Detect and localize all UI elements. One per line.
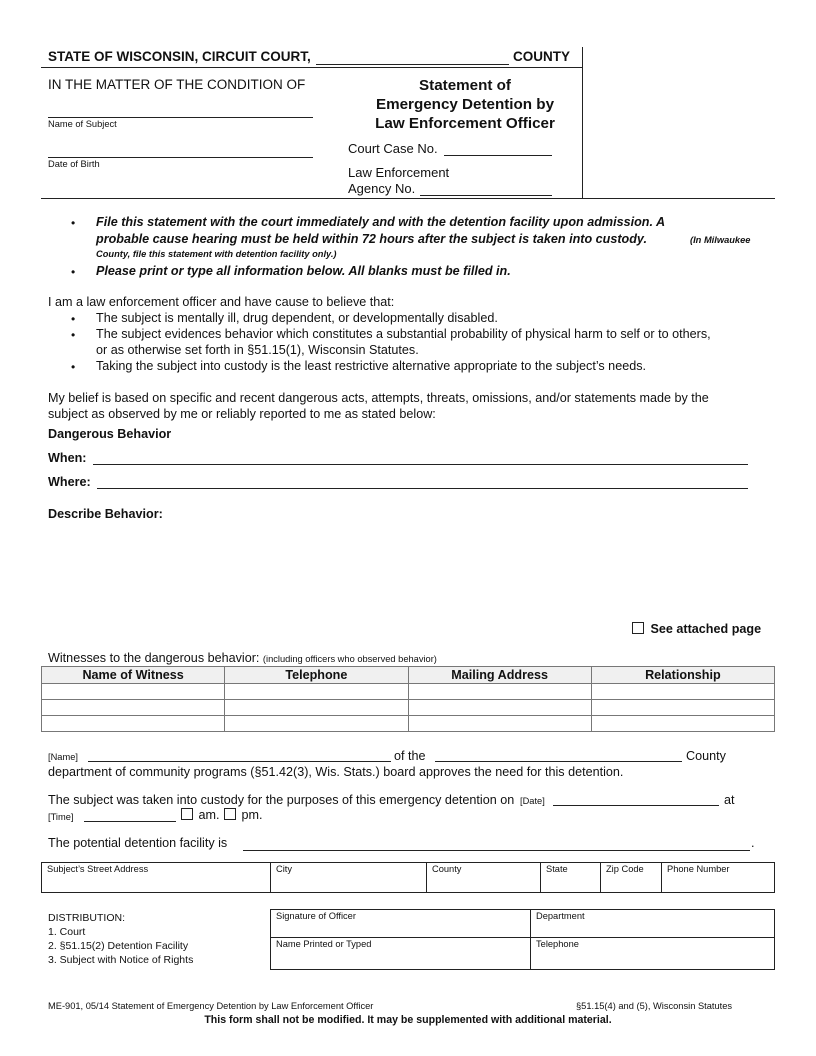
belief-basis-line-2: subject as observed by me or reliably reported to me as stated below:	[48, 407, 436, 421]
approval-county-field[interactable]	[435, 761, 682, 762]
table-row	[42, 684, 775, 700]
custody-time-label: [Time]	[48, 812, 74, 822]
witness-cell[interactable]	[225, 700, 408, 716]
name-of-subject-label: Name of Subject	[48, 119, 117, 129]
statutes-reference: §51.15(4) and (5), Wisconsin Statutes	[576, 1001, 733, 1011]
am-option[interactable]	[181, 808, 220, 822]
table-row	[42, 716, 775, 732]
signature-box	[270, 909, 775, 970]
dangerous-behavior-heading: Dangerous Behavior	[48, 427, 172, 441]
where-field[interactable]	[97, 488, 748, 489]
telephone-label: Telephone	[536, 939, 579, 949]
distribution-item-2: 2. §51.15(2) Detention Facility	[48, 940, 189, 952]
name-printed-label: Name Printed or Typed	[276, 939, 372, 949]
name-of-subject-line[interactable]	[48, 117, 313, 118]
pm-option[interactable]	[224, 808, 263, 822]
custody-date-field[interactable]	[553, 805, 719, 806]
date-of-birth-line[interactable]	[48, 157, 313, 158]
custody-time-field[interactable]	[84, 821, 176, 822]
where-label: Where:	[48, 475, 91, 489]
street-address-cell[interactable]	[42, 863, 271, 893]
instruction-1-note-1: (In Milwaukee	[690, 235, 751, 245]
instruction-1-line-2: probable cause hearing must be held within 72 hours after the subject is taken into custody.	[96, 232, 647, 246]
bullet-icon: •	[71, 360, 76, 374]
distribution-item-1: 1. Court	[48, 926, 86, 938]
phone-label: Phone Number	[667, 864, 730, 874]
officer-signature-cell[interactable]	[271, 910, 531, 938]
custody-at-label: at	[724, 793, 735, 807]
witnesses-label	[48, 651, 437, 665]
bullet-icon: •	[71, 265, 76, 279]
date-of-birth-label: Date of Birth	[48, 159, 100, 169]
bullet-icon: •	[71, 216, 76, 230]
state-court-label: STATE OF WISCONSIN, CIRCUIT COURT,	[48, 49, 311, 64]
city-label: City	[276, 864, 293, 874]
circuit-court-county-line[interactable]	[316, 64, 509, 65]
department-label: Department	[536, 911, 585, 921]
telephone-cell[interactable]	[531, 938, 775, 970]
witness-cell[interactable]	[591, 716, 774, 732]
custody-date-label: [Date]	[520, 796, 545, 806]
bullet-icon: •	[71, 328, 76, 342]
county-box-label: County	[432, 864, 462, 874]
see-attached-label: See attached page	[650, 622, 762, 636]
witness-cell[interactable]	[591, 700, 774, 716]
witness-cell[interactable]	[42, 716, 225, 732]
custody-line-1: The subject was taken into custody for the purposes of this emergency detention on	[48, 793, 515, 807]
agency-no-line[interactable]	[420, 195, 552, 196]
footer-notice: This form shall not be modified. It may be supplemented with additional material.	[204, 1014, 612, 1026]
when-label: When:	[48, 451, 87, 465]
city-cell[interactable]	[271, 863, 427, 893]
instruction-2: Please print or type all information below. All blanks must be filled in.	[96, 264, 511, 278]
col-name-of-witness: Name of Witness	[42, 667, 225, 684]
pm-checkbox[interactable]	[224, 808, 236, 820]
see-attached-option[interactable]	[632, 622, 761, 636]
witness-table-header	[42, 667, 775, 684]
of-the-label: of the	[394, 749, 426, 763]
department-cell[interactable]	[531, 910, 775, 938]
witnesses-note: (including officers who observed behavior)	[262, 654, 437, 664]
pm-label: pm.	[241, 808, 263, 822]
see-attached-checkbox[interactable]	[632, 622, 644, 634]
law-enforcement-label: Law Enforcement	[348, 165, 450, 180]
belief-basis-line-1: My belief is based on specific and recent dangerous acts, attempts, threats, omissions, and/or statements made by the	[48, 391, 709, 405]
belief-item-2-line-2: or as otherwise set forth in §51.15(1), Wisconsin Statutes.	[96, 343, 419, 357]
header-divider	[41, 67, 582, 68]
col-telephone: Telephone	[225, 667, 408, 684]
distribution-title: DISTRIBUTION:	[48, 912, 126, 924]
form-title	[340, 76, 590, 133]
title-line-1: Statement of	[419, 77, 511, 94]
state-label: State	[546, 864, 568, 874]
approver-name-field[interactable]	[88, 761, 391, 762]
witnesses-label-text: Witnesses to the dangerous behavior:	[48, 651, 260, 665]
court-case-no-label: Court Case No.	[348, 141, 438, 156]
witness-cell[interactable]	[42, 684, 225, 700]
agency-no-label: Agency No.	[348, 181, 416, 196]
signature-label: Signature of Officer	[276, 911, 356, 921]
table-row	[42, 700, 775, 716]
witness-cell[interactable]	[408, 716, 591, 732]
state-cell[interactable]	[541, 863, 601, 893]
am-checkbox[interactable]	[181, 808, 193, 820]
facility-field[interactable]	[243, 850, 750, 851]
witness-cell[interactable]	[42, 700, 225, 716]
witness-cell[interactable]	[408, 684, 591, 700]
name-printed-cell[interactable]	[271, 938, 531, 970]
bullet-icon: •	[71, 312, 76, 326]
col-mailing-address: Mailing Address	[408, 667, 591, 684]
describe-behavior-area[interactable]	[48, 525, 768, 615]
describe-behavior-label: Describe Behavior:	[48, 507, 163, 521]
zip-label: Zip Code	[606, 864, 644, 874]
witness-cell[interactable]	[225, 684, 408, 700]
witness-cell[interactable]	[408, 700, 591, 716]
approval-county-label: County	[686, 749, 726, 763]
belief-item-1: The subject is mentally ill, drug dependent, or developmentally disabled.	[96, 311, 498, 325]
am-label: am.	[198, 808, 220, 822]
when-field[interactable]	[93, 464, 748, 465]
street-address-label: Subject’s Street Address	[47, 864, 149, 874]
instruction-1-note-2: County, file this statement with detention facility only.)	[96, 249, 337, 259]
header-bottom-border	[41, 198, 775, 199]
phone-cell[interactable]	[662, 863, 775, 893]
title-line-2: Emergency Detention by	[375, 96, 555, 113]
form-id: ME-901, 05/14 Statement of Emergency Detention by Law Enforcement Officer	[48, 1001, 374, 1011]
belief-item-2-line-1: The subject evidences behavior which constitutes a substantial probability of physical harm to self or to others,	[96, 327, 711, 341]
col-relationship: Relationship	[591, 667, 774, 684]
county-label: COUNTY	[513, 49, 570, 64]
witness-table	[41, 666, 775, 732]
witness-cell[interactable]	[591, 684, 774, 700]
zip-cell[interactable]	[601, 863, 662, 893]
approval-name-label: [Name]	[48, 752, 78, 762]
distribution-block	[48, 911, 193, 967]
belief-item-3: Taking the subject into custody is the least restrictive alternative appropriate to the subject’s needs.	[96, 359, 646, 373]
subject-address-box	[41, 862, 775, 893]
witness-cell[interactable]	[225, 716, 408, 732]
approval-line-2: department of community programs (§51.42(3), Wis. Stats.) board approves the need for this detention.	[48, 765, 624, 779]
matter-label: IN THE MATTER OF THE CONDITION OF	[48, 77, 306, 92]
county-cell[interactable]	[427, 863, 541, 893]
instruction-1-line-1: File this statement with the court immediately and with the detention facility upon admission. A	[96, 215, 666, 229]
title-line-3: Law Enforcement Officer	[375, 115, 555, 132]
court-case-no-line[interactable]	[444, 155, 552, 156]
facility-period: .	[751, 836, 755, 850]
facility-label: The potential detention facility is	[48, 836, 228, 850]
distribution-item-3: 3. Subject with Notice of Rights	[48, 954, 194, 966]
belief-intro: I am a law enforcement officer and have cause to believe that:	[48, 295, 395, 309]
